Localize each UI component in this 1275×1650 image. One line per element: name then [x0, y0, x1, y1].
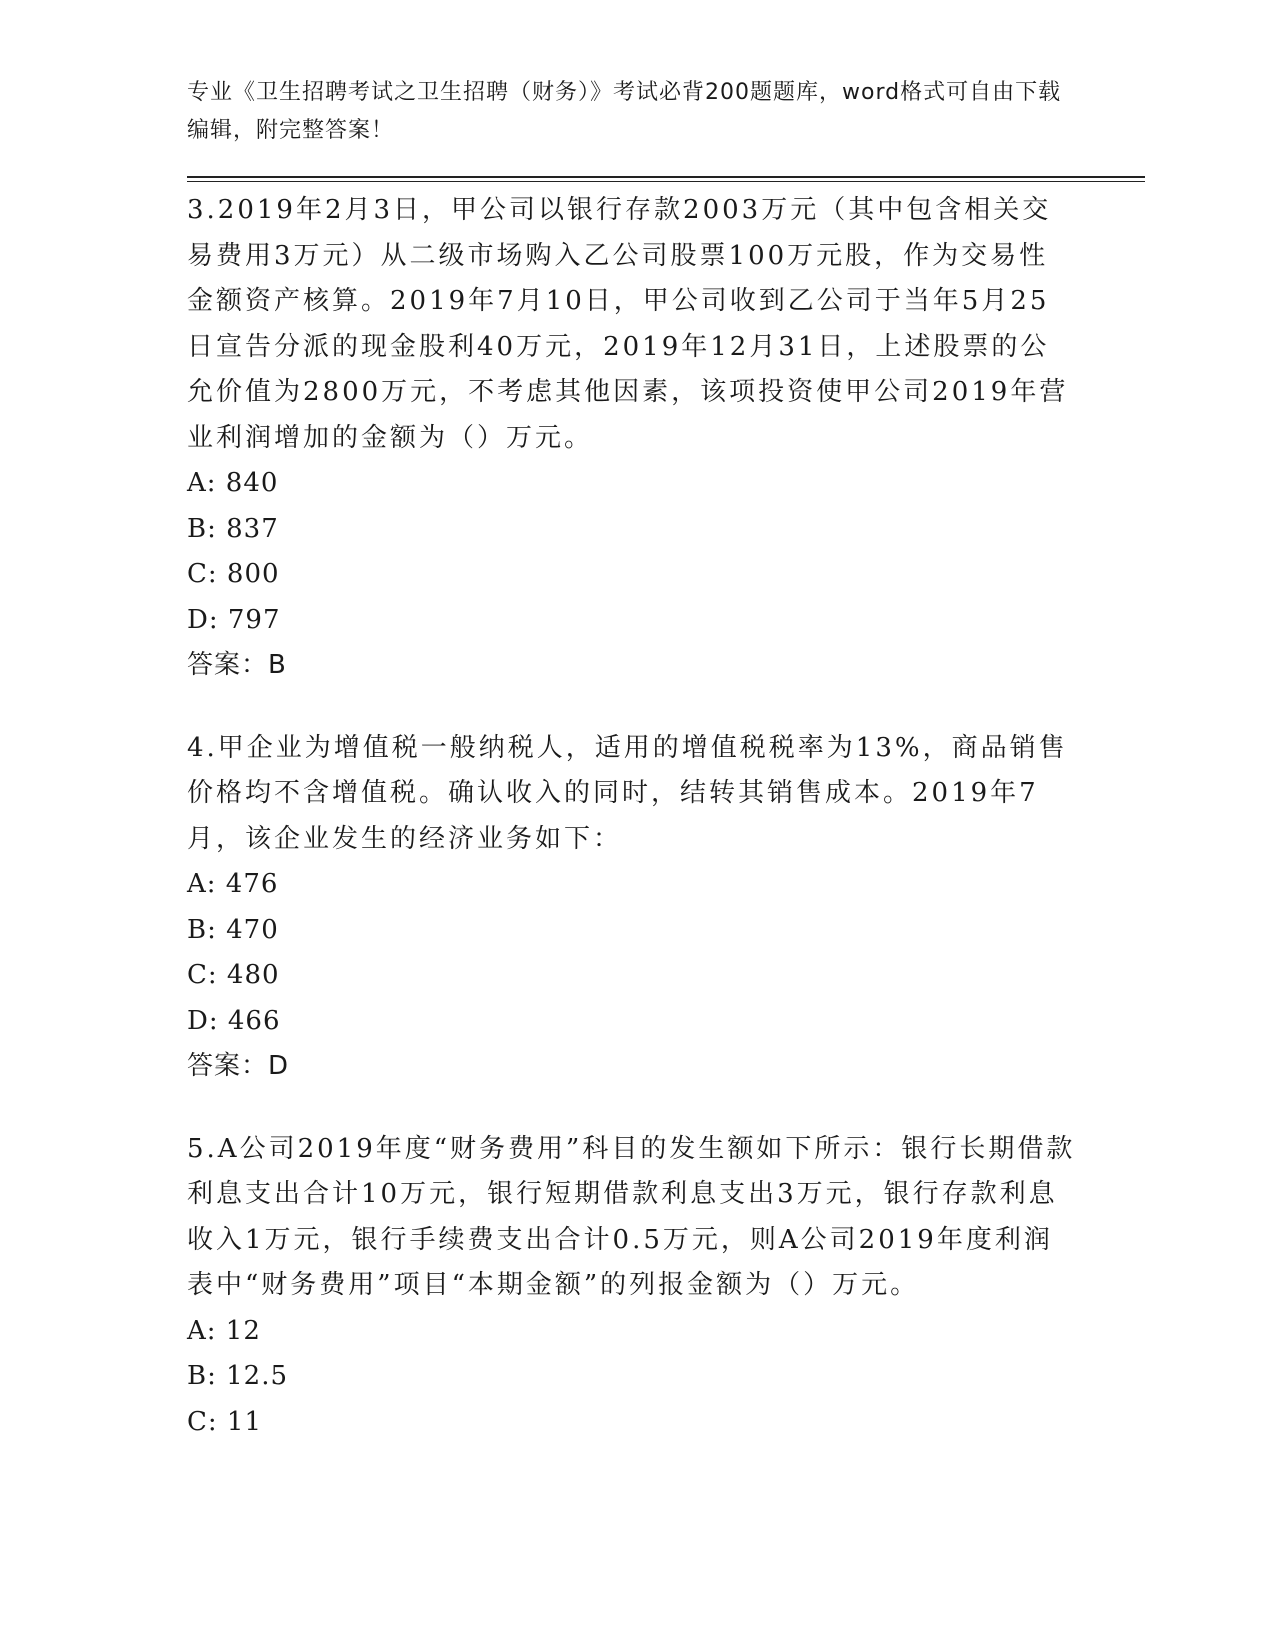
option-a: A: 840 [187, 468, 279, 498]
header-divider-thin [187, 181, 1145, 182]
header-divider-thick [187, 176, 1145, 178]
question-text: 4.甲企业为增值税一般纳税人，适用的增值税税率为13%，商品销售价格均不含增值税。确认收入的同时，结转其销售成本。2019年7月，该企业发生的经济业务如下： [187, 732, 1068, 854]
option-d: D: 797 [187, 604, 281, 635]
document-header: 专业《卫生招聘考试之卫生招聘（财务）》考试必背200题题库，word格式可自由下载编辑，附完整答案！ [187, 80, 1062, 143]
question-list [187, 188, 1087, 1461]
question-3 [187, 188, 1087, 689]
option-b: B: 837 [187, 513, 279, 544]
answer-text: 答案：D [187, 1051, 290, 1081]
option-c: C: 800 [187, 559, 280, 589]
question-4 [187, 726, 1087, 1090]
option-d: D: 466 [187, 1005, 281, 1036]
option-b: B: 470 [187, 914, 279, 945]
option-a: A: 476 [187, 869, 279, 899]
question-5 [187, 1127, 1087, 1446]
option-b: B: 12.5 [187, 1361, 289, 1391]
question-text: 3.2019年2月3日，甲公司以银行存款2003万元（其中包含相关交易费用3万元）从二级市场购入乙公司股票100万元股，作为交易性金额资产核算。2019年7月10日，甲公司收到乙公司于当年5月25日宣告分派的现金股利40万元，2019年12月31日，上述股票的公允价值为2800万元，不考虑其他因素，该项投资使甲公司2019年营业利润增加的金额为（）万元。 [187, 195, 1069, 453]
option-a: A: 12 [187, 1315, 261, 1346]
option-c: C: 11 [187, 1406, 263, 1437]
option-c: C: 480 [187, 960, 280, 990]
question-text: 5.A公司2019年度“财务费用”科目的发生额如下所示：银行长期借款利息支出合计10万元，银行短期借款利息支出3万元，银行存款利息收入1万元，银行手续费支出合计0.5万元，则A公司2019年度利润表中“财务费用”项目“本期金额”的列报金额为（）万元。 [187, 1133, 1076, 1300]
answer-text: 答案：B [187, 650, 287, 680]
